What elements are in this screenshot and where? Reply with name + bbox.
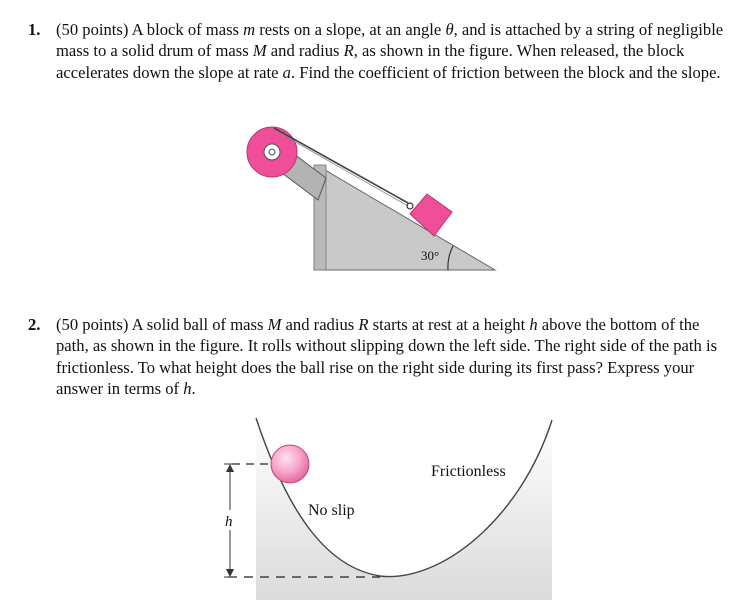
problem-number: 2. bbox=[28, 315, 41, 334]
angle-label: 30° bbox=[421, 248, 440, 263]
height-arrow-down bbox=[226, 569, 234, 577]
problem-text: (50 points) A block of mass m rests on a slope, at an angle θ, and is attached by a string of negligible mass to a solid drum of mass M and radius R, as shown in the figure. When released, the block accelerates down the slope at rate a. Find the coefficient of friction between the block and the slope. bbox=[56, 20, 724, 82]
height-label: h bbox=[225, 514, 233, 530]
problem-number: 1. bbox=[28, 20, 41, 39]
frictionless-label: Frictionless bbox=[431, 463, 506, 480]
problem-text: (50 points) A solid ball of mass M and radius R starts at rest at a height h above the bottom of the path, as shown in the figure. It rolls without slipping down the left side. The right side of the path is frictionless. To what height does the ball rise on the right side during its first pass? Express your answer in terms of h. bbox=[56, 315, 718, 399]
height-arrow-up bbox=[226, 464, 234, 472]
no-slip-label: No slip bbox=[308, 502, 355, 519]
ball bbox=[271, 445, 309, 483]
path-surface-shade bbox=[256, 418, 552, 600]
